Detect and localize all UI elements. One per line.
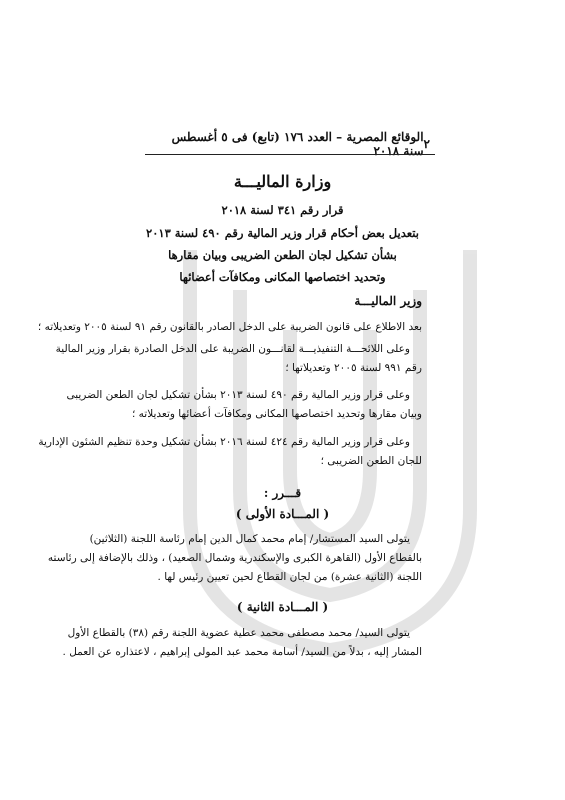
article-body [47,530,422,587]
preamble-paragraph [55,340,422,378]
text-line: يتولى السيد/ محمد مصطفى محمد عطية عضوية اللجنة رقم (٣٨) بالقطاع الأول [67,627,410,639]
article-heading: ( المـــادة الأولى ) [235,507,330,521]
text-line: المشار إليه ، بدلاً من السيد/ أسامة محمد عبد المولى إبراهيم ، لاعتذاره عن العمل . [62,646,422,658]
text-line: بالقطاع الأول (القاهرة الكبرى والإسكندرية وشمال الصعيد) ، وذلك بالإضافة إلى رئاسته [47,552,422,564]
text-line: وعلى اللائحـــة التنفيذيـــة لقانـــون الضريبة على الدخل الصادرة بقرار وزير المالية [55,343,410,355]
subject-line: وتحديد اختصاصها المكانى ومكافآت أعضائها [179,270,386,284]
decree-word: قـــرر : [263,486,302,500]
header-divider [145,154,435,155]
minister-label: وزير الماليـــة [354,294,422,308]
preamble-paragraph [66,386,422,424]
ministry-title: وزارة الماليـــة [233,172,332,191]
text-line: اللجنة (الثانية عشرة) من لجان القطاع لحين تعيين رئيس لها . [157,571,422,583]
subject-line: بشأن تشكيل لجان الطعن الضريبى وبيان مقارها [168,248,397,262]
preamble-paragraph [38,433,422,471]
article-body [62,624,422,662]
text-line: يتولى السيد المستشار/ إمام محمد كمال الدين إمام رئاسة اللجنة (الثلاثين) [89,533,410,545]
running-header [150,130,430,158]
preamble-paragraph [37,318,422,337]
text-line: للجان الطعن الضريبى ؛ [320,455,422,467]
text-line: رقم ٩٩١ لسنة ٢٠٠٥ وتعديلاتها ؛ [285,362,422,374]
decree-number: قرار رقم ٣٤١ لسنة ٢٠١٨ [221,203,344,217]
text-line: وعلى قرار وزير المالية رقم ٤٩٠ لسنة ٢٠١٣ بشأن تشكيل لجان الطعن الضريبى [66,389,410,401]
running-title: الوقائع المصرية – العدد ١٧٦ (تابع) فى ٥ أغسطس سنة ٢٠١٨ [171,130,424,158]
text-line: وبيان مقارها وتحديد اختصاصها المكانى ومكافآت أعضائها وتعديلاته ؛ [131,408,422,420]
text-line: وعلى قرار وزير المالية رقم ٤٢٤ لسنة ٢٠١٦ بشأن تشكيل وحدة تنظيم الشئون الإدارية [38,436,410,448]
subject-line: بتعديل بعض أحكام قرار وزير المالية رقم ٤٩٠ لسنة ٢٠١٣ [146,226,419,240]
text-line: بعد الاطلاع على قانون الضريبة على الدخل الصادر بالقانون رقم ٩١ لسنة ٢٠٠٥ وتعديلاته ؛ [37,321,422,333]
page-number: ٢ [423,137,430,151]
article-heading: ( المـــادة الثانية ) [236,600,329,614]
